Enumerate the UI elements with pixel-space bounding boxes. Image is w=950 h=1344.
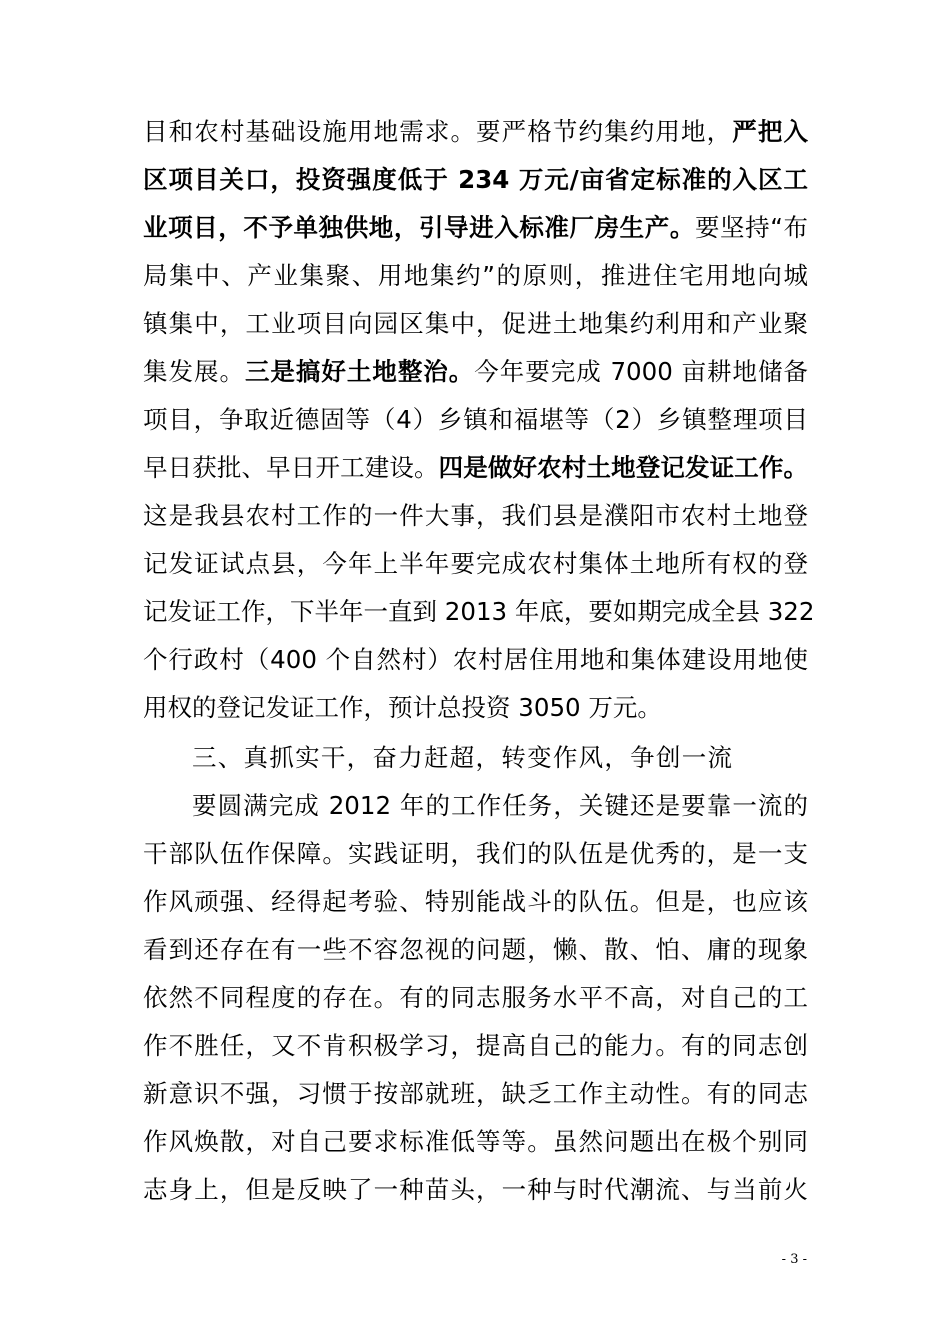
text-line [143, 496, 808, 536]
line-segment: 这是我县农村工作的一件大事，我们县是濮阳市农村土地登 [143, 501, 808, 530]
line-segment: 记发证试点县，今年上半年要完成农村集体土地所有权的登 [143, 549, 808, 578]
text-line [143, 978, 808, 1018]
text-line [143, 448, 808, 488]
line-segment: 干部队伍作保障。实践证明，我们的队伍是优秀的，是一支 [143, 839, 808, 868]
text-line [143, 1122, 808, 1162]
text-line [143, 640, 808, 680]
bold-line-segment: 四是做好农村土地登记发证工作。 [438, 453, 809, 482]
line-segment: 项目，争取近德固等（4）乡镇和福堪等（2）乡镇整理项目 [143, 405, 808, 434]
text-line [143, 688, 808, 728]
paragraph-first-line [192, 786, 808, 826]
line-segment: 记发证工作，下半年一直到 2013 年底，要如期完成全县 322 [143, 597, 815, 626]
text-line [143, 256, 808, 296]
text-line [143, 112, 808, 152]
text-line [143, 834, 808, 874]
bold-line-segment: 区项目关口，投资强度低于 234 万元/亩省定标准的入区工 [143, 165, 808, 194]
line-segment: 局集中、产业集聚、用地集约”的原则，推进住宅用地向城 [143, 261, 808, 290]
page-number: - 3 - [781, 1252, 807, 1267]
line-segment: 早日获批、早日开工建设。 [143, 453, 439, 482]
bold-line-segment: 严把入 [732, 117, 809, 146]
line-segment: 镇集中，工业项目向园区集中，促进土地集约利用和产业聚 [143, 309, 808, 338]
line-segment: 志身上，但是反映了一种苗头，一种与时代潮流、与当前火 [143, 1175, 808, 1204]
text-line [143, 352, 808, 392]
text-line [143, 1170, 808, 1210]
line-segment: 看到还存在有一些不容忽视的问题，懒、散、怕、庸的现象 [143, 935, 808, 964]
line-segment: 目和农村基础设施用地需求。要严格节约集约用地， [143, 117, 733, 146]
section-heading [192, 738, 732, 778]
line-segment: 个行政村（400 个自然村）农村居住用地和集体建设用地使 [143, 645, 808, 674]
text-line [143, 882, 808, 922]
line-segment: 依然不同程度的存在。有的同志服务水平不高，对自己的工 [143, 983, 808, 1012]
text-line [143, 592, 815, 632]
line-segment: 要坚持“布 [694, 213, 808, 242]
text-line [143, 160, 808, 200]
line-segment: 集发展。 [143, 357, 245, 386]
line-segment: 新意识不强，习惯于按部就班，缺乏工作主动性。有的同志 [143, 1079, 808, 1108]
line-segment: 作风顽强、经得起考验、特别能战斗的队伍。但是，也应该 [143, 887, 808, 916]
line-segment: 要圆满完成 2012 年的工作任务，关键还是要靠一流的 [192, 791, 808, 820]
text-line [143, 1026, 808, 1066]
text-line [143, 930, 808, 970]
line-segment: 用权的登记发证工作，预计总投资 3050 万元。 [143, 693, 662, 722]
bold-line-segment: 三是搞好土地整治。 [244, 357, 475, 386]
text-line [143, 400, 808, 440]
line-segment: 三、真抓实干，奋力赶超，转变作风，争创一流 [192, 743, 732, 772]
text-line [143, 208, 808, 248]
bold-line-segment: 业项目，不予单独供地，引导进入标准厂房生产。 [143, 213, 695, 242]
text-line [143, 544, 808, 584]
text-line [143, 1074, 808, 1114]
line-segment: 作不胜任，又不肯积极学习，提高自己的能力。有的同志创 [143, 1031, 808, 1060]
text-line [143, 304, 808, 344]
line-segment: 作风焕散，对自己要求标准低等等。虽然问题出在极个别同 [143, 1127, 808, 1156]
line-segment: 今年要完成 7000 亩耕地储备 [474, 357, 809, 386]
